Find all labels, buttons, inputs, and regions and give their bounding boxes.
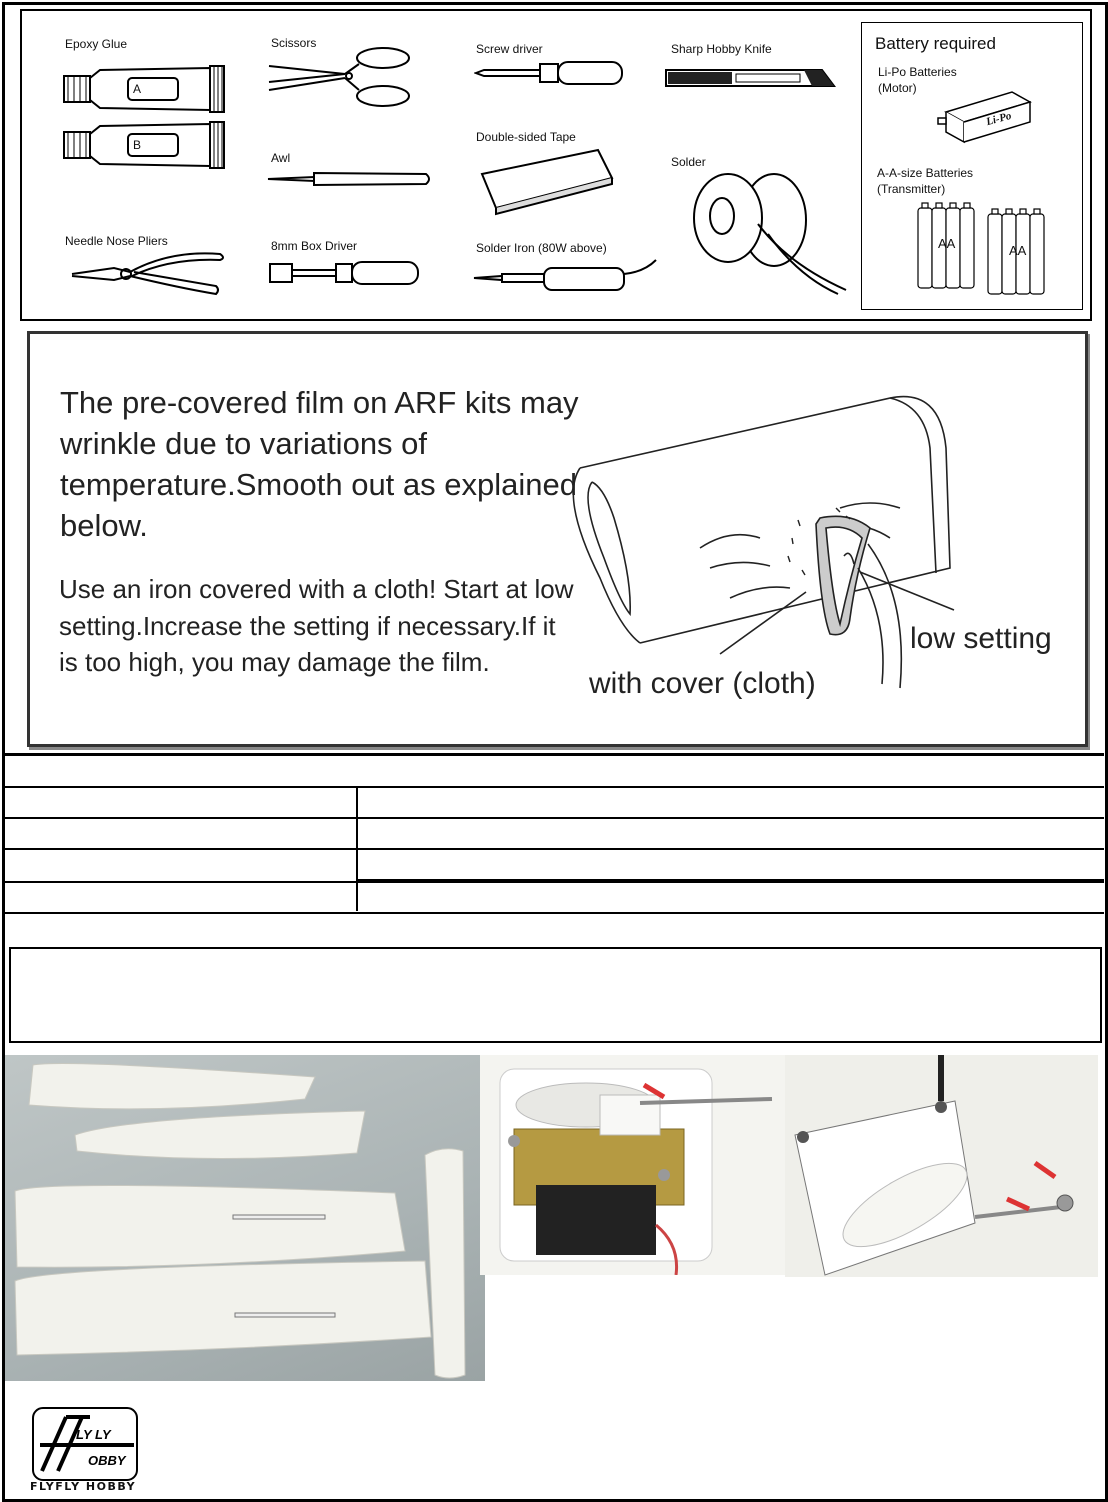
box-driver-label: 8mm Box Driver <box>271 239 358 253</box>
aa-pack1-label: AA <box>938 236 956 251</box>
table-row <box>3 850 1104 879</box>
hobby-knife-icon <box>662 62 837 90</box>
screwdriver-label: Screw driver <box>476 42 543 56</box>
wing-iron-illustration <box>570 388 1080 708</box>
aa-caption-line2: (Transmitter) <box>877 182 946 196</box>
knife-label: Sharp Hobby Knife <box>671 42 772 56</box>
lipo-caption-line2: (Motor) <box>878 81 917 95</box>
lipo-caption-line1: Li-Po Batteries <box>878 65 957 79</box>
control-horn-photo <box>785 1055 1098 1277</box>
tube-a-label: A <box>133 82 142 96</box>
screwdriver-icon <box>474 58 629 88</box>
lipo-battery-label: Li-Po <box>984 109 1013 129</box>
instruction-text-box <box>9 947 1102 1043</box>
pliers-label: Needle Nose Pliers <box>65 234 168 248</box>
logo-mark-bottom: OBBY <box>88 1453 126 1468</box>
logo-mark-top: LY LY <box>76 1427 111 1442</box>
table-row <box>3 881 1104 914</box>
low-setting-callout: low setting <box>910 622 1052 655</box>
needle-nose-pliers-icon <box>70 246 230 298</box>
awl-icon <box>266 168 436 190</box>
double-sided-tape-icon <box>478 146 618 216</box>
box-driver-icon <box>268 258 423 288</box>
table-row <box>3 756 1104 788</box>
aa-caption <box>877 165 973 197</box>
awl-label: Awl <box>271 151 291 165</box>
wing-parts-photo <box>5 1055 485 1381</box>
solder-spool-icon <box>688 164 848 296</box>
epoxy-tubes-icon <box>60 60 230 170</box>
aa-batteries-icon <box>914 200 1059 296</box>
aa-pack2-label: AA <box>1009 243 1027 258</box>
film-note-iron-instructions: Use an iron covered with a cloth! Start at low setting.Increase the setting if necessary.If it is too high, you may damage the film. <box>59 574 574 677</box>
scissors-label: Scissors <box>271 36 317 50</box>
tape-label: Double-sided Tape <box>476 130 576 144</box>
table-row <box>3 819 1104 850</box>
lipo-battery-icon <box>934 88 1034 146</box>
tube-b-label: B <box>133 138 142 152</box>
with-cover-callout: with cover (cloth) <box>589 667 816 700</box>
table-column-divider <box>356 788 358 911</box>
spec-table <box>3 753 1104 942</box>
scissors-icon <box>265 42 415 112</box>
aa-caption-line1: A-A-size Batteries <box>877 166 974 180</box>
film-note-main-text: The pre-covered film on ARF kits may wrinkle due to variations of temperature.Smooth out as explained below. <box>60 385 579 543</box>
solder-label: Solder <box>671 155 706 169</box>
solder-iron-icon <box>472 258 662 298</box>
battery-title: Battery required <box>875 34 996 53</box>
flyfly-hobby-logo <box>32 1407 138 1481</box>
solder-iron-label: Solder Iron (80W above) <box>476 241 607 255</box>
logo-brand-text: FLYFLY HOBBY <box>30 1480 137 1493</box>
servo-mount-photo <box>480 1055 785 1275</box>
epoxy-label: Epoxy Glue <box>65 37 128 51</box>
table-row <box>3 788 1104 819</box>
